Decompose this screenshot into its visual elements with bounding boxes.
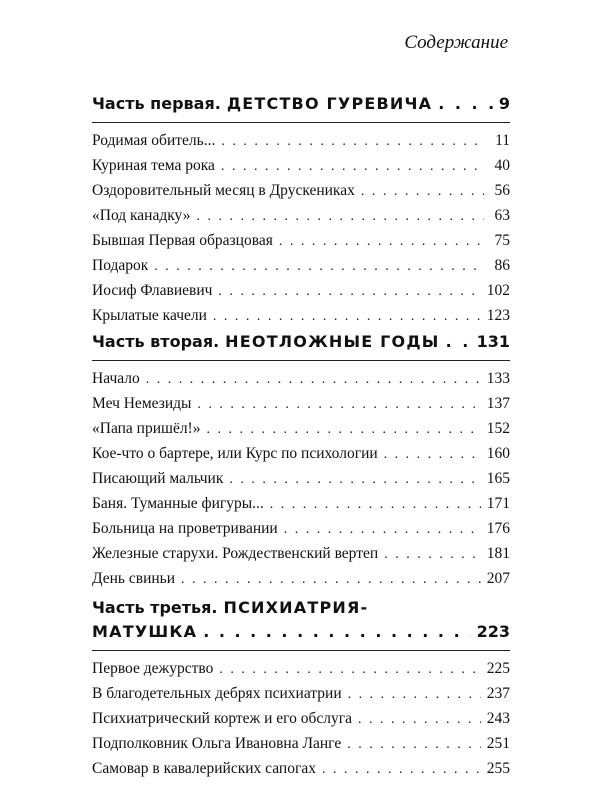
divider (92, 650, 510, 651)
entry-title: Иосиф Флавиевич (92, 282, 213, 299)
dot-leader (358, 708, 481, 732)
dot-leader (446, 330, 471, 354)
toc-entry[interactable] (92, 204, 510, 229)
entry-title: «Под канадку» (92, 207, 191, 224)
entry-page-number: 171 (486, 495, 510, 512)
dot-leader (438, 92, 493, 116)
entry-title: Больница на проветривании (92, 520, 278, 537)
entry-page-number: 207 (486, 570, 510, 587)
toc-part-3 (92, 596, 510, 782)
entry-title: Крылатые качели (92, 307, 207, 324)
entry-page-number: 40 (494, 157, 510, 174)
entry-page-number: 165 (486, 470, 510, 487)
toc-entry[interactable] (92, 392, 510, 417)
toc-entry[interactable] (92, 492, 510, 517)
entry-page-number: 255 (486, 760, 510, 777)
part-page-number: 9 (498, 94, 510, 113)
entry-page-number: 251 (486, 735, 510, 752)
entry-title: Оздоровительный месяц в Друскениках (92, 182, 355, 199)
dot-leader (221, 130, 484, 154)
toc-entry[interactable] (92, 417, 510, 442)
entry-title: Подполковник Ольга Ивановна Ланге (92, 735, 342, 752)
toc-entry[interactable] (92, 467, 510, 492)
part-page-number: 223 (476, 622, 510, 641)
toc-entry[interactable] (92, 707, 510, 732)
toc-entry[interactable] (92, 732, 510, 757)
dot-leader (146, 368, 481, 392)
entry-title: Кое-что о бартере, или Курс по психологии (92, 445, 378, 462)
entry-title: «Папа пришёл!» (92, 420, 201, 437)
part-prefix: Часть третья. (92, 598, 218, 617)
entry-title: Психиатрический кортеж и его обслуга (92, 710, 352, 727)
dot-leader (206, 418, 480, 442)
toc-entry[interactable] (92, 254, 510, 279)
entry-list (92, 129, 510, 329)
dot-leader (221, 155, 484, 179)
toc-entry[interactable] (92, 129, 510, 154)
part-heading[interactable] (92, 92, 510, 116)
entry-title: Бывшая Первая образцовая (92, 232, 273, 249)
toc-part-2 (92, 330, 510, 592)
entry-page-number: 225 (486, 660, 510, 677)
dot-leader (196, 205, 484, 229)
entry-title: Куриная тема рока (92, 157, 215, 174)
toc-entry[interactable] (92, 279, 510, 304)
divider (92, 122, 510, 123)
toc-entry[interactable] (92, 657, 510, 682)
part-title-line2: МАТУШКА (92, 622, 198, 641)
entry-title: Самовар в кавалерийских сапогах (92, 760, 316, 777)
part-heading-continued[interactable] (92, 620, 510, 644)
dot-leader (322, 758, 481, 782)
part-heading[interactable] (92, 330, 510, 354)
page-title: Содержание (404, 32, 508, 53)
dot-leader (218, 280, 480, 304)
part-page-number: 131 (476, 332, 510, 351)
toc-entry[interactable] (92, 542, 510, 567)
entry-list (92, 657, 510, 782)
entry-title: Писающий мальчик (92, 470, 224, 487)
entry-title: Начало (92, 370, 140, 387)
toc-entry[interactable] (92, 367, 510, 392)
entry-page-number: 86 (494, 257, 510, 274)
dot-leader (284, 518, 481, 542)
entry-title: День свиньи (92, 570, 176, 587)
dot-leader (203, 620, 470, 644)
toc-entry[interactable] (92, 682, 510, 707)
part-heading[interactable] (92, 596, 510, 620)
toc-entry[interactable] (92, 567, 510, 592)
entry-page-number: 243 (486, 710, 510, 727)
entry-title: Первое дежурство (92, 660, 214, 677)
entry-title: Железные старухи. Рождественский вертеп (92, 545, 379, 562)
entry-page-number: 63 (494, 207, 510, 224)
part-prefix: Часть первая. (92, 94, 221, 113)
entry-page-number: 133 (486, 370, 510, 387)
entry-title: Подарок (92, 257, 149, 274)
toc-entry[interactable] (92, 517, 510, 542)
part-title: ДЕТСТВО ГУРЕВИЧА (226, 94, 433, 113)
dot-leader (361, 180, 484, 204)
entry-title: Меч Немезиды (92, 395, 192, 412)
toc-entry[interactable] (92, 304, 510, 329)
entry-page-number: 102 (486, 282, 510, 299)
entry-page-number: 181 (486, 545, 510, 562)
part-prefix: Часть вторая. (92, 332, 220, 351)
toc-part-1 (92, 92, 510, 329)
dot-leader (347, 733, 481, 757)
part-title: НЕОТЛОЖНЫЕ ГОДЫ (225, 332, 440, 351)
entry-list (92, 367, 510, 592)
dot-leader (213, 305, 481, 329)
entry-page-number: 75 (494, 232, 510, 249)
entry-page-number: 160 (486, 445, 510, 462)
entry-title: Родимая обитель... (92, 132, 216, 149)
dot-leader (348, 683, 481, 707)
entry-page-number: 123 (486, 307, 510, 324)
divider (92, 360, 510, 361)
entry-page-number: 152 (486, 420, 510, 437)
entry-page-number: 137 (486, 395, 510, 412)
entry-page-number: 176 (486, 520, 510, 537)
dot-leader (270, 493, 481, 517)
dot-leader (197, 393, 480, 417)
dot-leader (279, 230, 484, 254)
entry-title: В благодетельных дебрях психиатрии (92, 685, 342, 702)
dot-leader (384, 443, 481, 467)
entry-page-number: 11 (495, 132, 510, 149)
dot-leader (219, 658, 480, 682)
dot-leader (154, 255, 484, 279)
entry-page-number: 237 (486, 685, 510, 702)
toc-entry[interactable] (92, 757, 510, 782)
dot-leader (384, 543, 481, 567)
entry-page-number: 56 (494, 182, 510, 199)
dot-leader (229, 468, 480, 492)
part-title-line1: ПСИХИАТРИЯ- (223, 598, 369, 617)
entry-title: Баня. Туманные фигуры... (92, 495, 264, 512)
toc-entry[interactable] (92, 442, 510, 467)
dot-leader (181, 568, 481, 592)
toc-entry[interactable] (92, 179, 510, 204)
toc-entry[interactable] (92, 154, 510, 179)
toc-entry[interactable] (92, 229, 510, 254)
